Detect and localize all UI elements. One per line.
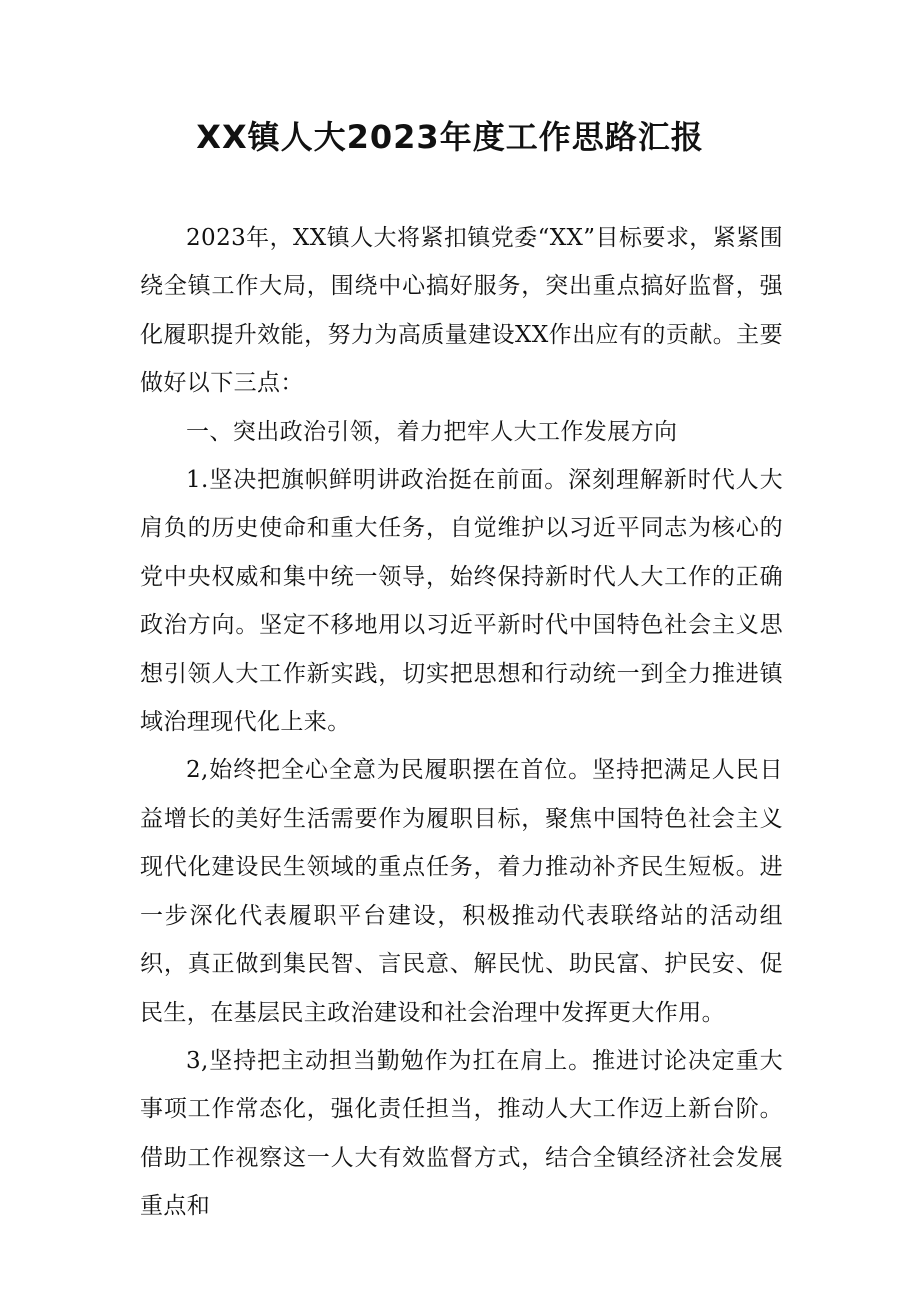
section-heading: 一、突出政治引领，着力把牢人大工作发展方向 [186, 418, 678, 445]
intro-paragraph: 2023年，XX镇人大将紧扣镇党委“XX”目标要求，紧紧围绕全镇工作大局，围绕中心搞好服务，突出重点搞好监督，强化履职提升效能，努力为高质量建设XX作出应有的贡献。主要做好以下三点： [140, 225, 783, 397]
point-paragraph-3: 3,坚持把主动担当勤勉作为扛在肩上。推进讨论决定重大事项工作常态化，强化责任担当，推动人大工作迈上新台阶。借助工作视察这一人大有效监督方式，结合全镇经济社会发展重点和 [140, 1047, 783, 1220]
document-body [140, 214, 783, 1231]
point-paragraph-1: 1.坚决把旗帜鲜明讲政治挺在前面。深刻理解新时代人大肩负的历史使命和重大任务，自觉维护以习近平同志为核心的党中央权威和集中统一领导，始终保持新时代人大工作的正确政治方向。坚定不移地用以习近平新时代中国特色社会主义思想引领人大工作新实践，切实把思想和行动统一到全力推进镇域治理现代化上来。 [140, 467, 783, 736]
document-title: XX镇人大2023年度工作思路汇报 [196, 118, 704, 156]
point-paragraph-2: 2,始终把全心全意为民履职摆在首位。坚持把满足人民日益增长的美好生活需要作为履职目标，聚焦中国特色社会主义现代化建设民生领域的重点任务，着力推动补齐民生短板。进一步深化代表履职平台建设，积极推动代表联络站的活动组织，真正做到集民智、言民意、解民忧、助民富、护民安、促民生，在基层民主政治建设和社会治理中发挥更大作用。 [140, 757, 783, 1026]
